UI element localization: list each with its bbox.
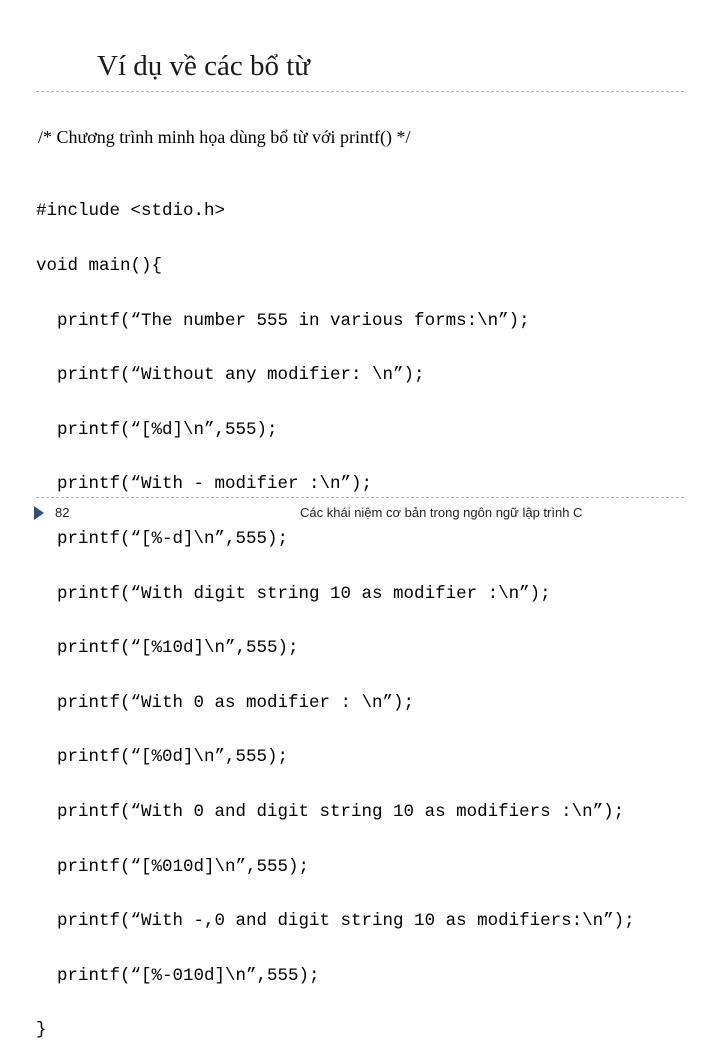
code-block	[36, 166, 635, 1058]
code-line: printf(“With - modifier :\n”);	[36, 474, 373, 495]
footer-text: Các khái niệm cơ bản trong ngôn ngữ lập trình C	[300, 505, 583, 520]
code-line: printf(“[%-010d]\n”,555);	[36, 965, 320, 986]
slide-title: Ví dụ về các bổ từ	[97, 50, 311, 82]
page-number: 82	[55, 505, 70, 520]
triangle-right-icon	[34, 506, 44, 520]
code-line: printf(“With 0 as modifier : \n”);	[36, 692, 415, 713]
code-line: printf(“With -,0 and digit string 10 as modifiers:\n”);	[36, 911, 635, 932]
code-comment: /* Chương trình minh họa dùng bổ từ với printf() */	[38, 127, 411, 147]
code-line: printf(“[%0d]\n”,555);	[36, 747, 289, 768]
code-line: printf(“[%10d]\n”,555);	[36, 638, 299, 659]
code-line: printf(“With digit string 10 as modifier :\n”);	[36, 583, 551, 604]
code-line: printf(“The number 555 in various forms:\n”);	[36, 310, 530, 331]
code-line: #include <stdio.h>	[36, 201, 226, 222]
code-line: printf(“[%d]\n”,555);	[36, 419, 278, 440]
code-line: printf(“Without any modifier: \n”);	[36, 365, 425, 386]
code-line: printf(“[%010d]\n”,555);	[36, 856, 310, 877]
code-line: void main(){	[36, 256, 163, 276]
top-divider	[36, 91, 684, 92]
code-line: printf(“[%-d]\n”,555);	[36, 528, 289, 549]
bottom-divider	[36, 497, 684, 498]
code-line: }	[36, 1020, 47, 1041]
code-line: printf(“With 0 and digit string 10 as modifiers :\n”);	[36, 801, 625, 822]
